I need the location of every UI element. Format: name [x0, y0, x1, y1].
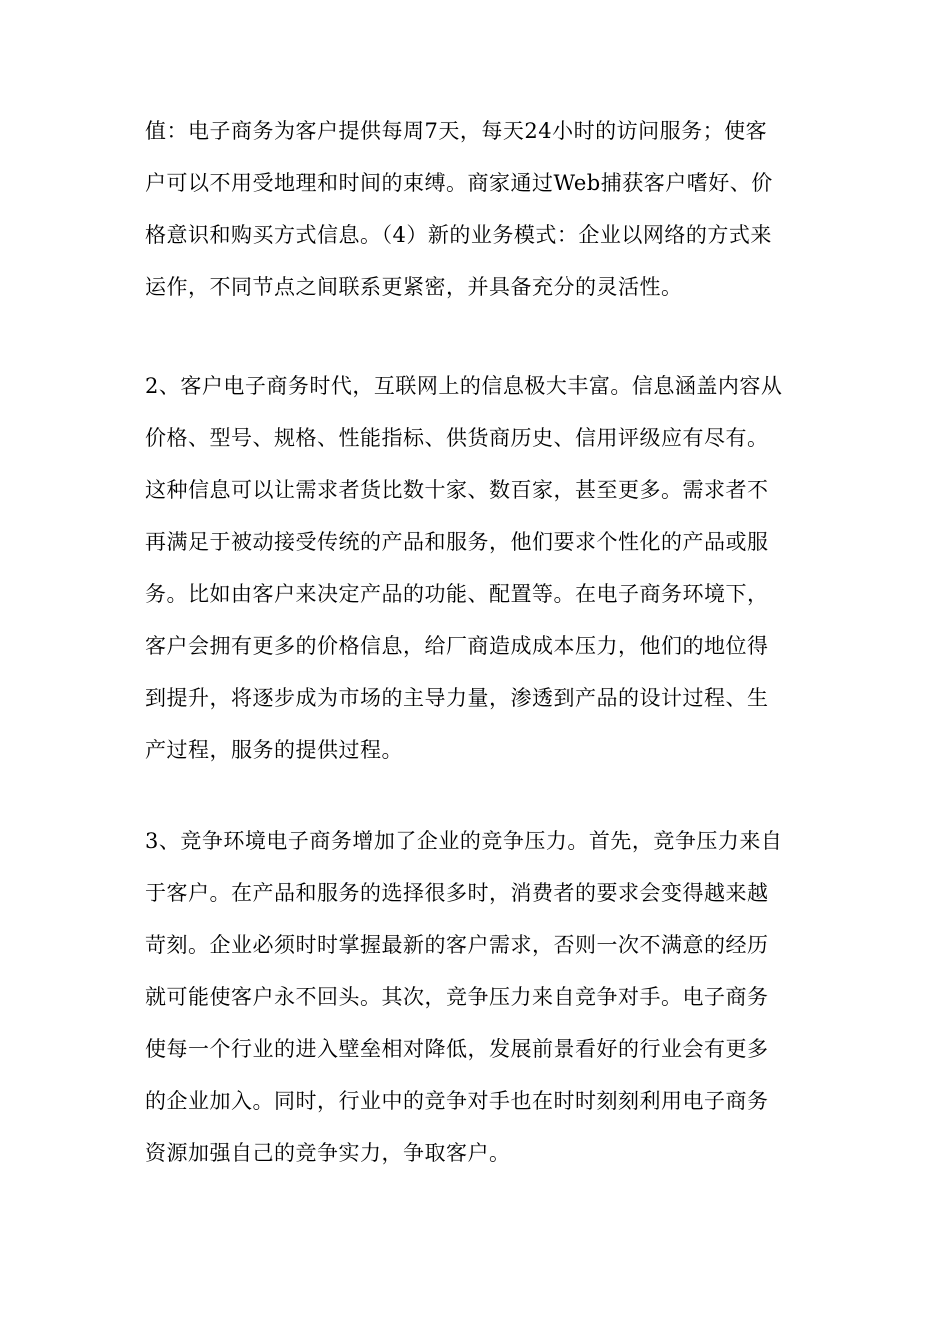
paragraph-line: 使每一个行业的进入壁垒相对降低，发展前景看好的行业会有更多 — [145, 1037, 769, 1061]
paragraph-line: 这种信息可以让需求者货比数十家、数百家，甚至更多。需求者不 — [145, 478, 769, 502]
paragraph-line: 苛刻。企业必须时时掌握最新的客户需求，否则一次不满意的经历 — [145, 933, 769, 957]
paragraph-line: 客户会拥有更多的价格信息，给厂商造成成本压力，他们的地位得 — [145, 634, 769, 658]
paragraph-line: 就可能使客户永不回头。其次，竞争压力来自竞争对手。电子商务 — [145, 985, 769, 1009]
paragraph-line: 3、竞争环境电子商务增加了企业的竞争压力。首先，竞争压力来自 — [145, 829, 783, 853]
paragraph-line: 户可以不用受地理和时间的束缚。商家通过Web捕获客户嗜好、价 — [145, 171, 773, 195]
paragraph-line: 到提升，将逐步成为市场的主导力量，渗透到产品的设计过程、生 — [145, 686, 769, 710]
paragraph-1 — [145, 105, 815, 313]
paragraph-line: 的企业加入。同时，行业中的竞争对手也在时时刻刻利用电子商务 — [145, 1089, 769, 1113]
paragraph-2 — [145, 360, 815, 776]
paragraph-line: 再满足于被动接受传统的产品和服务，他们要求个性化的产品或服 — [145, 530, 769, 554]
paragraph-3 — [145, 815, 815, 1179]
paragraph-line: 价格、型号、规格、性能指标、供货商历史、信用评级应有尽有。 — [145, 426, 769, 450]
paragraph-line: 格意识和购买方式信息。（4）新的业务模式：企业以网络的方式来 — [145, 223, 772, 247]
paragraph-line: 2、客户电子商务时代，互联网上的信息极大丰富。信息涵盖内容从 — [145, 374, 783, 398]
paragraph-line: 产过程，服务的提供过程。 — [145, 738, 403, 762]
paragraph-line: 务。比如由客户来决定产品的功能、配置等。在电子商务环境下， — [145, 582, 769, 606]
paragraph-line: 运作，不同节点之间联系更紧密，并具备充分的灵活性。 — [145, 275, 683, 299]
paragraph-line: 资源加强自己的竞争实力，争取客户。 — [145, 1141, 511, 1165]
paragraph-line: 值：电子商务为客户提供每周7天，每天24小时的访问服务；使客 — [145, 119, 768, 143]
paragraph-line: 于客户。在产品和服务的选择很多时，消费者的要求会变得越来越 — [145, 881, 769, 905]
